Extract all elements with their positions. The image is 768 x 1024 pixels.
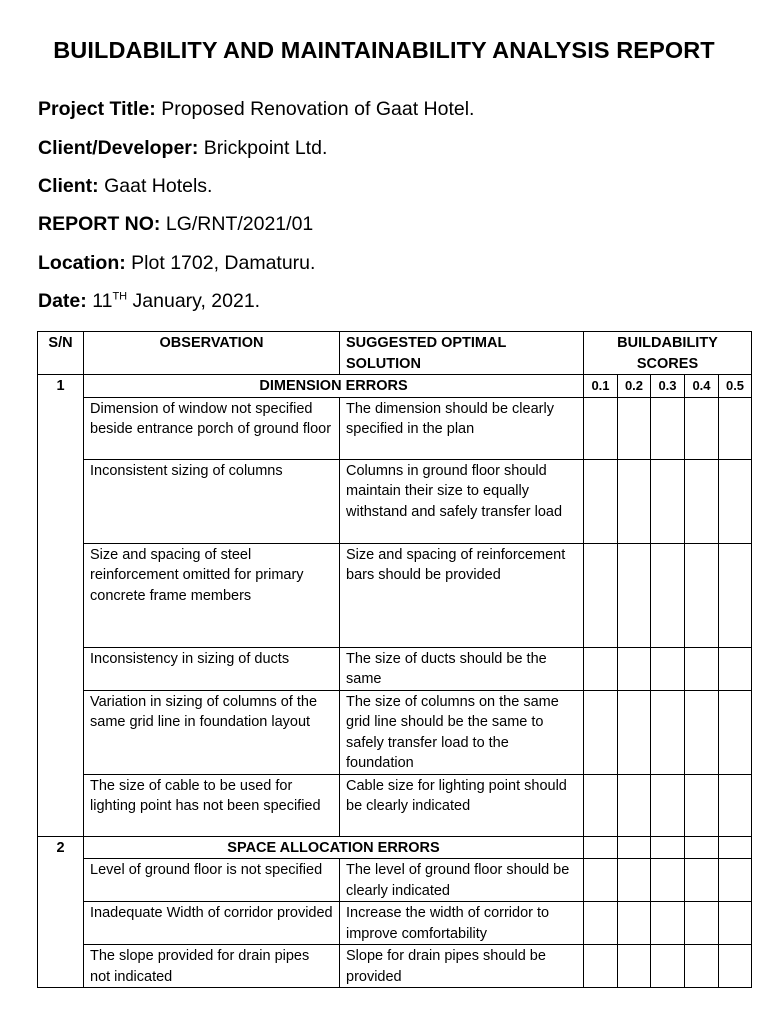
solution-cell: Columns in ground floor should maintain their size to equally withstand and safely transfer load	[340, 459, 584, 543]
client-developer-label: Client/Developer:	[38, 137, 199, 159]
score-cell	[651, 945, 685, 988]
client-label: Client:	[38, 175, 99, 197]
date-day: 11	[92, 290, 113, 312]
table-row	[38, 945, 752, 988]
table-row	[38, 647, 752, 690]
solution-cell: Size and spacing of reinforcement bars should be provided	[340, 543, 584, 647]
solution-cell: The size of columns on the same grid line should be the same to safely transfer load to the foundation	[340, 690, 584, 774]
date-line	[38, 290, 260, 313]
solution-cell: Slope for drain pipes should be provided	[340, 945, 584, 988]
score-cell	[719, 647, 752, 690]
solution-cell: Cable size for lighting point should be clearly indicated	[340, 774, 584, 836]
score-level-header: 0.5	[719, 375, 752, 398]
report-no-value: LG/RNT/2021/01	[165, 213, 314, 235]
observation-cell: Variation in sizing of columns of the same grid line in foundation layout	[84, 690, 340, 774]
score-cell	[584, 902, 618, 945]
score-cell	[719, 690, 752, 774]
score-cell	[719, 902, 752, 945]
score-cell	[584, 836, 618, 859]
table-body	[38, 375, 752, 988]
section-title: SPACE ALLOCATION ERRORS	[84, 836, 584, 859]
score-cell	[651, 397, 685, 459]
table-row	[38, 397, 752, 459]
score-cell	[618, 902, 651, 945]
score-cell	[584, 459, 618, 543]
score-cell	[651, 836, 685, 859]
date-suffix: TH	[112, 290, 128, 303]
score-cell	[651, 543, 685, 647]
header-scores: BUILDABILITY SCORES	[584, 332, 752, 375]
observation-cell: Dimension of window not specified beside entrance porch of ground floor	[84, 397, 340, 459]
score-cell	[651, 647, 685, 690]
date-label: Date:	[38, 290, 87, 312]
section-title: DIMENSION ERRORS	[84, 375, 584, 398]
score-level-header: 0.1	[584, 375, 618, 398]
score-cell	[651, 774, 685, 836]
table-header-row	[38, 332, 752, 375]
location-label: Location:	[38, 252, 126, 274]
section-header-row	[38, 836, 752, 859]
table-row	[38, 543, 752, 647]
score-cell	[685, 836, 719, 859]
score-cell	[651, 902, 685, 945]
score-level-header: 0.3	[651, 375, 685, 398]
report-title: BUILDABILITY AND MAINTAINABILITY ANALYSIS REPORT	[53, 37, 715, 63]
score-cell	[584, 774, 618, 836]
score-cell	[584, 543, 618, 647]
score-cell	[618, 859, 651, 902]
header-solution: SUGGESTED OPTIMAL SOLUTION	[340, 332, 584, 375]
score-cell	[685, 690, 719, 774]
project-title-line	[38, 98, 474, 121]
score-cell	[685, 774, 719, 836]
score-cell	[584, 690, 618, 774]
section-header-row	[38, 375, 752, 398]
section-number: 2	[38, 836, 84, 988]
score-level-header: 0.4	[685, 375, 719, 398]
observation-cell: Level of ground floor is not specified	[84, 859, 340, 902]
observation-cell: The size of cable to be used for lighting point has not been specified	[84, 774, 340, 836]
header-sn: S/N	[38, 332, 84, 375]
score-cell	[584, 397, 618, 459]
header-observation: OBSERVATION	[84, 332, 340, 375]
client-developer-value: Brickpoint Ltd.	[203, 137, 328, 159]
score-cell	[651, 459, 685, 543]
table-row	[38, 859, 752, 902]
score-cell	[719, 859, 752, 902]
observation-cell: Size and spacing of steel reinforcement omitted for primary concrete frame members	[84, 543, 340, 647]
score-cell	[719, 397, 752, 459]
observation-cell: The slope provided for drain pipes not indicated	[84, 945, 340, 988]
score-cell	[685, 397, 719, 459]
score-cell	[618, 459, 651, 543]
solution-cell: The level of ground floor should be clearly indicated	[340, 859, 584, 902]
score-cell	[719, 836, 752, 859]
solution-cell: The dimension should be clearly specified in the plan	[340, 397, 584, 459]
report-no-line	[38, 213, 313, 236]
score-cell	[618, 647, 651, 690]
score-cell	[651, 690, 685, 774]
solution-cell: Increase the width of corridor to improve comfortability	[340, 902, 584, 945]
score-cell	[685, 859, 719, 902]
table-row	[38, 774, 752, 836]
report-no-label: REPORT NO:	[38, 213, 161, 235]
score-cell	[719, 945, 752, 988]
client-line	[38, 175, 212, 198]
score-cell	[719, 543, 752, 647]
client-developer-line	[38, 137, 327, 160]
score-cell	[651, 859, 685, 902]
observation-cell: Inconsistency in sizing of ducts	[84, 647, 340, 690]
score-level-header: 0.2	[618, 375, 651, 398]
table-row	[38, 690, 752, 774]
score-cell	[584, 647, 618, 690]
score-cell	[685, 945, 719, 988]
table-row	[38, 902, 752, 945]
score-cell	[685, 902, 719, 945]
score-cell	[685, 647, 719, 690]
table-row	[38, 459, 752, 543]
score-cell	[618, 397, 651, 459]
score-cell	[584, 945, 618, 988]
project-title-value: Proposed Renovation of Gaat Hotel.	[161, 98, 475, 120]
analysis-table	[37, 331, 752, 988]
project-title-label: Project Title:	[38, 98, 156, 120]
score-cell	[618, 543, 651, 647]
section-number: 1	[38, 375, 84, 837]
observation-cell: Inadequate Width of corridor provided	[84, 902, 340, 945]
score-cell	[618, 945, 651, 988]
score-cell	[618, 690, 651, 774]
client-value: Gaat Hotels.	[104, 175, 213, 197]
score-cell	[719, 459, 752, 543]
score-cell	[618, 774, 651, 836]
location-line	[38, 252, 315, 275]
score-cell	[618, 836, 651, 859]
score-cell	[719, 774, 752, 836]
location-value: Plot 1702, Damaturu.	[131, 252, 316, 274]
observation-cell: Inconsistent sizing of columns	[84, 459, 340, 543]
solution-cell: The size of ducts should be the same	[340, 647, 584, 690]
score-cell	[685, 543, 719, 647]
date-rest: January, 2021.	[132, 290, 261, 312]
score-cell	[584, 859, 618, 902]
score-cell	[685, 459, 719, 543]
